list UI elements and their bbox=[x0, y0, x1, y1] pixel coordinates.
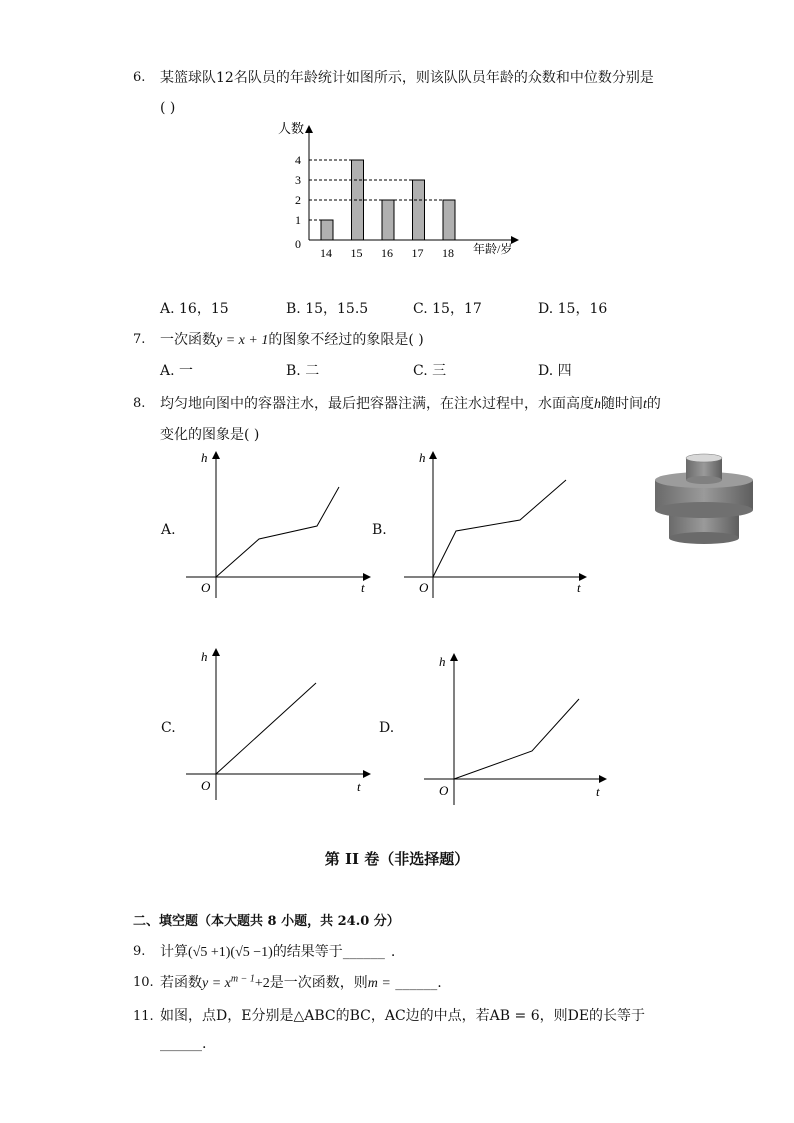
bar-16 bbox=[382, 200, 394, 240]
origin-label: O bbox=[201, 778, 211, 793]
q10-number: 10. bbox=[133, 975, 154, 990]
x-tick-label: 17 bbox=[411, 246, 424, 260]
h-axis-arrow bbox=[212, 451, 220, 459]
graph-d-curve bbox=[454, 699, 579, 779]
t-label: t bbox=[596, 784, 600, 799]
origin-label: O bbox=[439, 783, 449, 798]
bar-14 bbox=[321, 220, 333, 240]
q8-graph-c[interactable] bbox=[180, 645, 380, 800]
h-axis-arrow bbox=[429, 451, 437, 459]
q6-option-b[interactable]: B. 15，15.5 bbox=[286, 301, 369, 317]
q8-line2: 变化的图象是( ) bbox=[160, 427, 260, 443]
h-label: h bbox=[201, 649, 208, 664]
q6-number: 6. bbox=[133, 70, 146, 85]
y-axis-arrow bbox=[305, 125, 313, 133]
q8-line1: 均匀地向图中的容器注水，最后把容器注满，在注水过程中，水面高度h随时间t的 bbox=[160, 396, 661, 412]
bar-18 bbox=[443, 200, 455, 240]
q8-number: 8. bbox=[133, 396, 146, 411]
graph-a-curve bbox=[216, 487, 339, 577]
q7-option-a[interactable]: A. 一 bbox=[160, 363, 194, 379]
q7-text: 一次函数y = x + 1的图象不经过的象限是( ) bbox=[160, 332, 424, 348]
x-tick-label: 14 bbox=[320, 246, 332, 260]
q9-number: 9. bbox=[133, 944, 146, 959]
q6-option-d[interactable]: D. 15，16 bbox=[538, 301, 608, 317]
t-axis-arrow bbox=[363, 770, 371, 778]
h-label: h bbox=[201, 450, 208, 465]
q10-text: 若函数$y = x^{m - 1}+2$是一次函数，则m = ______. bbox=[160, 973, 442, 991]
container-illustration bbox=[650, 448, 760, 553]
q9-text: 计算(√5 +1)(√5 −1)的结果等于______ . bbox=[160, 944, 396, 960]
q6-text: 某篮球队12名队员的年龄统计如图所示，则该队队员年龄的众数和中位数分别是 bbox=[160, 70, 654, 86]
q8-option-b-label[interactable]: B. bbox=[372, 522, 387, 538]
q11-blank[interactable]: ______ bbox=[160, 1036, 202, 1052]
x-tick-label: 18 bbox=[442, 246, 454, 260]
origin-label: O bbox=[201, 580, 211, 595]
origin-label: O bbox=[419, 580, 429, 595]
h-axis-arrow bbox=[212, 648, 220, 656]
y-tick-label: 3 bbox=[295, 173, 301, 187]
x-axis-label: 年龄/岁 bbox=[473, 242, 513, 256]
q10-exponent: m − 1 bbox=[230, 973, 255, 985]
h-label: h bbox=[439, 654, 446, 669]
t-label: t bbox=[361, 580, 365, 595]
q7-option-d[interactable]: D. 四 bbox=[538, 363, 572, 379]
t-label: t bbox=[357, 779, 361, 794]
section-title: 第 II 卷（非选择题） bbox=[324, 850, 470, 868]
q7-option-c[interactable]: C. 三 bbox=[413, 363, 447, 379]
graph-b-curve bbox=[433, 480, 566, 577]
q6-option-c[interactable]: C. 15，17 bbox=[413, 301, 482, 317]
q8-option-d-label[interactable]: D. bbox=[379, 720, 395, 736]
section-heading: 二、填空题（本大题共 8 小题，共 24.0 分） bbox=[133, 914, 400, 929]
h-axis-arrow bbox=[450, 653, 458, 661]
q9-formula: (√5 +1)(√5 −1) bbox=[188, 945, 273, 960]
q9-blank[interactable]: ______ bbox=[342, 944, 385, 960]
y-tick-label: 0 bbox=[295, 237, 301, 251]
q10-blank[interactable]: ______ bbox=[395, 975, 438, 991]
bar-17 bbox=[413, 180, 425, 240]
q11-line1: 如图，点D，E分别是△ABC的BC，AC边的中点，若AB = 6，则DE的长等于 bbox=[160, 1008, 646, 1024]
x-tick-label: 15 bbox=[350, 246, 363, 260]
y-tick-label: 4 bbox=[295, 153, 301, 167]
q8-graph-b[interactable] bbox=[398, 448, 598, 598]
q8-graph-d[interactable] bbox=[418, 650, 618, 805]
x-tick-label: 16 bbox=[381, 246, 393, 260]
age-bar-chart bbox=[270, 118, 530, 268]
q6-option-a[interactable]: A. 16，15 bbox=[160, 301, 229, 317]
q6-paren: ( ) bbox=[160, 100, 176, 116]
y-axis-label: 人数 bbox=[278, 121, 305, 136]
q11-number: 11. bbox=[133, 1009, 154, 1024]
q11-line2: ______. bbox=[160, 1036, 207, 1052]
q7-number: 7. bbox=[133, 332, 146, 347]
q8-option-a-label[interactable]: A. bbox=[161, 522, 176, 538]
y-tick-label: 1 bbox=[295, 213, 301, 227]
y-tick-label: 2 bbox=[295, 193, 301, 207]
q8-option-c-label[interactable]: C. bbox=[161, 720, 176, 736]
h-label: h bbox=[419, 450, 426, 465]
q7-option-b[interactable]: B. 二 bbox=[286, 363, 320, 379]
graph-c-curve bbox=[216, 683, 316, 774]
q7-formula: y = x + 1 bbox=[216, 333, 269, 348]
t-label: t bbox=[577, 580, 581, 595]
t-axis-arrow bbox=[599, 775, 607, 783]
q8-graph-a[interactable] bbox=[180, 448, 380, 598]
